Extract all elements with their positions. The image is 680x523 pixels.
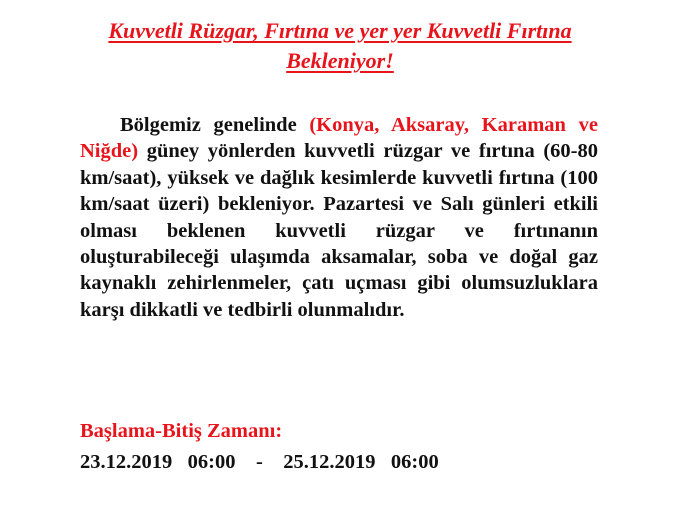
title-line-2: Bekleniyor! — [286, 48, 394, 73]
schedule-label: Başlama-Bitiş Zamanı: — [80, 420, 283, 442]
body-main-text: güney yönlerden kuvvetli rüzgar ve fırtına (60-80 km/saat), yüksek ve dağlık kesimlerde kuvvetli fırtına (100 km/saat üzeri) bekleniyor. Pazartesi ve Salı günleri etkili olması beklenen kuvvetli rüzgar ve fırtınanın oluşturabileceği ulaşımda aksamalar, soba ve doğal gaz kaynaklı zehirlenmeler, çatı uçması gibi olumsuzluklara karşı dikkatli ve tedbirli olunmalıdır. — [80, 140, 598, 321]
body-intro: Bölgemiz genelinde — [120, 114, 310, 136]
schedule-dates — [80, 449, 439, 475]
title-line-1: Kuvvetli Rüzgar, Fırtına ve yer yer Kuvvetli Fırtına — [108, 18, 572, 43]
schedule-start: 23.12.2019 06:00 — [80, 451, 236, 473]
body-regions: (Konya, Aksaray, Karaman ve Niğde) — [80, 114, 598, 163]
announcement-title — [60, 16, 620, 76]
schedule-separator: - — [255, 451, 263, 473]
announcement-body — [80, 112, 598, 323]
schedule-end: 25.12.2019 06:00 — [283, 451, 439, 473]
